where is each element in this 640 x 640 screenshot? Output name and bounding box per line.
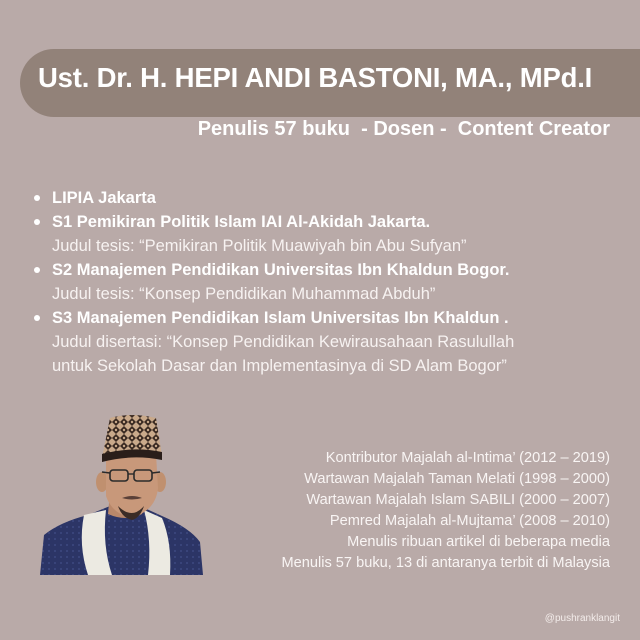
career-item: Menulis 57 buku, 13 di antaranya terbit di Malaysia [281,555,610,571]
subtitle: Penulis 57 buku - Dosen - Content Creator [197,118,610,140]
bullet-icon [34,315,40,321]
career-item: Pemred Majalah al-Mujtama’ (2008 – 2010) [329,513,610,529]
bullet-icon [34,267,40,273]
career-item: Wartawan Majalah Islam SABILI (2000 – 2007) [306,492,610,508]
bullet-icon [34,219,40,225]
education-list [30,186,610,378]
portrait-icon [40,410,203,575]
thesis-title: Judul tesis: “Konsep Pendidikan Muhammad Abduh” [52,285,436,303]
education-title: S2 Manajemen Pendidikan Universitas Ibn Khaldun Bogor. [52,261,510,279]
career-list [281,448,610,574]
education-item-s1 [30,210,610,258]
education-title: LIPIA Jakarta [52,189,156,207]
education-item-s3 [30,306,610,378]
dissertation-title-line-2: untuk Sekolah Dasar dan Implementasinya di SD Alam Bogor” [52,357,507,375]
thesis-title: Judul tesis: “Pemikiran Politik Muawiyah bin Abu Sufyan” [52,237,467,255]
page-title: Ust. Dr. H. HEPI ANDI BASTONI, MA., MPd.I [38,62,593,93]
dissertation-title-line-1: Judul disertasi: “Konsep Pendidikan Kewirausahaan Rasulullah [52,333,515,351]
career-item: Wartawan Majalah Taman Melati (1998 – 2000) [304,471,610,487]
career-item: Menulis ribuan artikel di beberapa media [347,534,610,550]
portrait-photo [40,410,203,575]
education-item-lipia [30,186,610,210]
education-item-s2 [30,258,610,306]
education-title: S1 Pemikiran Politik Islam IAI Al-Akidah Jakarta. [52,213,431,231]
social-handle: @pushranklangit [544,613,620,624]
career-item: Kontributor Majalah al-Intima’ (2012 – 2019) [325,450,610,466]
education-title: S3 Manajemen Pendidikan Islam Universitas Ibn Khaldun . [52,309,509,327]
bullet-icon [34,195,40,201]
